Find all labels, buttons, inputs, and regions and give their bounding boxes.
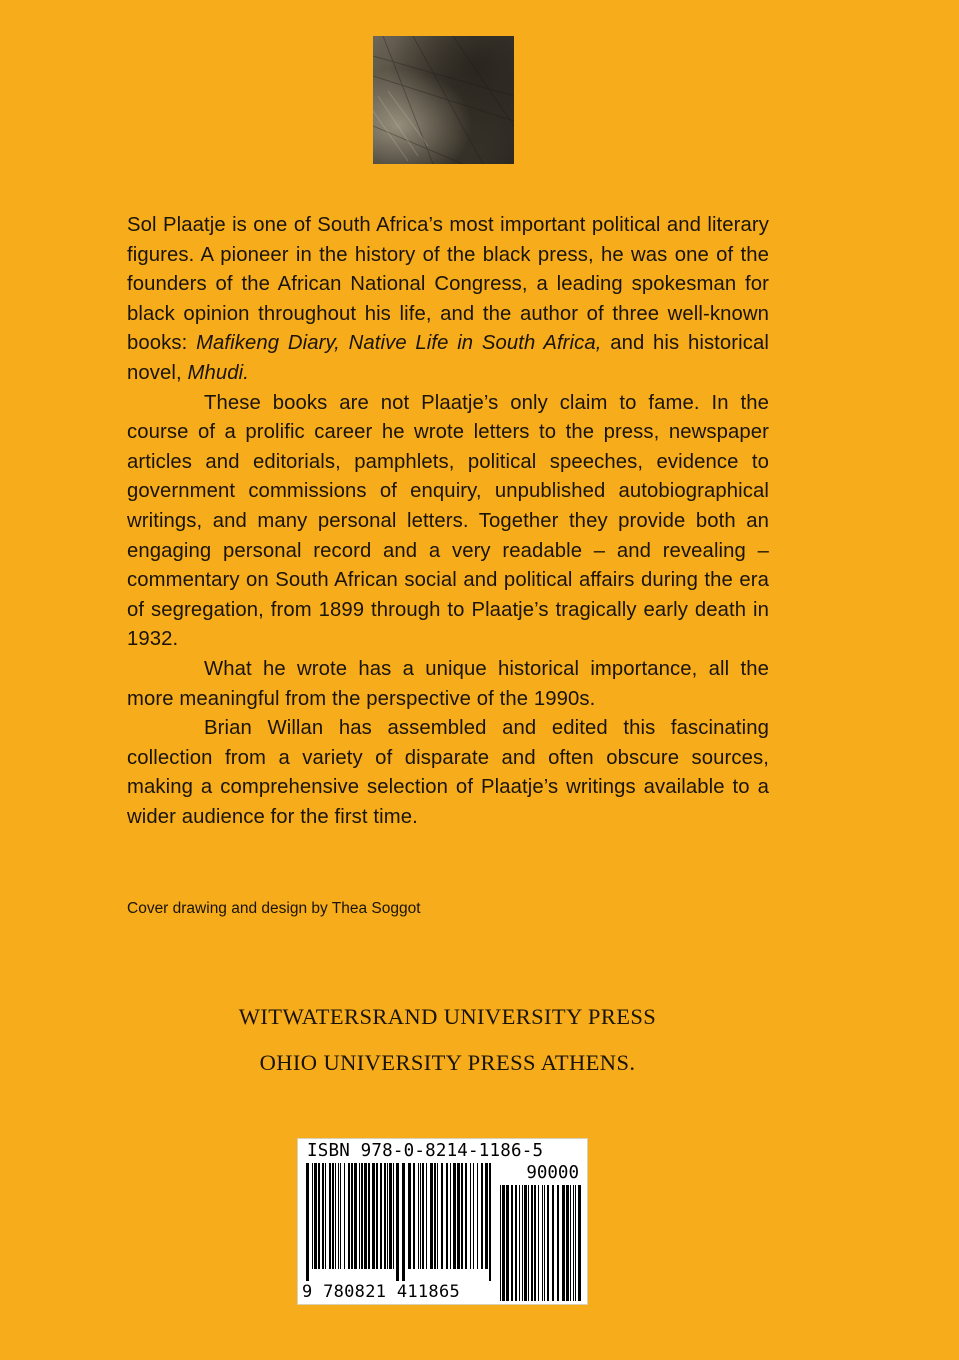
barcode-bar [422, 1163, 424, 1269]
barcode-bar [420, 1163, 421, 1269]
barcode-bar [481, 1163, 483, 1269]
barcode-bar [359, 1163, 360, 1269]
barcode-bar [531, 1185, 533, 1301]
barcode-bar [344, 1163, 345, 1269]
barcode-bar [322, 1163, 324, 1269]
barcode-bar [437, 1163, 438, 1269]
barcode-bar [519, 1185, 520, 1301]
publisher-block [0, 994, 895, 1086]
barcode-bar [511, 1185, 513, 1301]
barcode-bar [534, 1185, 536, 1301]
barcode-bar [547, 1185, 549, 1301]
addon-bars [498, 1185, 582, 1301]
barcode-bar [387, 1163, 388, 1269]
barcode-bar [522, 1185, 523, 1301]
barcode-bar [368, 1163, 370, 1269]
barcode-bar [384, 1163, 386, 1269]
barcode-bar [361, 1163, 363, 1269]
barcode-bar [485, 1163, 488, 1269]
barcode-bar [408, 1163, 411, 1269]
barcode-bar [312, 1163, 313, 1269]
cover-credit: Cover drawing and design by Thea Soggot [127, 900, 421, 917]
barcode-bar [450, 1163, 451, 1269]
ean-bars [304, 1163, 494, 1281]
barcode-bar [515, 1185, 517, 1301]
barcode-bar [318, 1163, 320, 1269]
blurb-p1-text-a: Sol Plaatje is one of South Africa’s most important political and literary figures. A pioneer in the history of the black press, he was one of the founders of the African National Congress, a leading spokesman for black opinion throughout his life, and the author of three well-known books: [127, 214, 769, 355]
barcode-bar [314, 1163, 317, 1269]
blurb-text [127, 211, 769, 832]
barcode-bar [528, 1185, 529, 1301]
barcode-bar [570, 1185, 571, 1301]
isbn-label: ISBN 978-0-8214-1186-5 [307, 1141, 544, 1161]
barcode-bar [338, 1163, 339, 1269]
barcode-bar [426, 1163, 427, 1269]
barcode-bar [441, 1163, 443, 1269]
price-code: 90000 [526, 1163, 579, 1183]
barcode-bar [457, 1163, 460, 1269]
barcode-bar [389, 1163, 392, 1269]
barcode-bar [470, 1163, 471, 1269]
barcode-bar [502, 1185, 505, 1301]
barcode-bar [453, 1163, 456, 1269]
barcode-bar [465, 1163, 467, 1269]
book-title-mafikeng-native-life: Mafikeng Diary, Native Life in South Africa, [196, 332, 602, 355]
barcode-bar [446, 1163, 448, 1269]
barcode-bar [364, 1163, 367, 1269]
barcode-bar [538, 1185, 539, 1301]
barcode-bar [575, 1185, 576, 1301]
barcode-bar [329, 1163, 331, 1269]
barcode-bar [430, 1163, 433, 1269]
barcode-bar [418, 1163, 419, 1269]
barcode-bar [340, 1163, 341, 1269]
barcode-bar [506, 1185, 509, 1301]
barcode-bar [372, 1163, 375, 1269]
barcode-bar [524, 1185, 527, 1301]
barcode-bar [461, 1163, 463, 1269]
blurb-p1-text-b: and his historical novel, [127, 332, 769, 384]
blurb-paragraph-2: These books are not Plaatje’s only claim to fame. In the course of a prolific career he wrote letters to the press, newspaper articles and editorials, pamphlets, political speeches, evidence to government commissions of enquiry, unpublished autobiographical writings, and many personal letters. Together they provide both an engaging personal record and a very readable – and revealing – commentary on South African social and political affairs during the era of segregation, from 1899 through to Plaatje’s tragically early death in 1932. [127, 391, 769, 651]
barcode-bar [413, 1163, 415, 1269]
barcode-bar [566, 1185, 569, 1301]
barcode-bar [393, 1163, 394, 1269]
barcode-bar [544, 1185, 545, 1301]
barcode-bar [557, 1185, 559, 1301]
blurb-paragraph-1 [127, 211, 769, 389]
barcode-bar [552, 1185, 554, 1301]
ean-digits: 9 780821 411865 [302, 1282, 461, 1302]
barcode-bar [500, 1185, 501, 1301]
barcode-bar [573, 1185, 574, 1301]
barcode-bar [396, 1163, 399, 1281]
isbn-barcode [297, 1138, 588, 1305]
blurb-paragraph-3: What he wrote has a unique historical importance, all the more meaningful from the perspective of the 1990s. [127, 657, 769, 710]
barcode-bar [578, 1185, 581, 1301]
barcode-bar [376, 1163, 378, 1269]
barcode-bar [562, 1185, 565, 1301]
barcode-bar [354, 1163, 357, 1269]
barcode-bar [402, 1163, 405, 1281]
barcode-bar [434, 1163, 436, 1269]
barcode-bar [542, 1185, 543, 1301]
barcode-bar [473, 1163, 474, 1269]
book-title-mhudi: Mhudi. [187, 361, 249, 384]
publisher-line-1: WITWATERSRAND UNIVERSITY PRESS [238, 1004, 657, 1029]
barcode-bar [332, 1163, 334, 1269]
barcode-bar [489, 1163, 491, 1281]
barcode-bar [325, 1163, 326, 1269]
barcode-bar [306, 1163, 309, 1281]
publisher-line-2: OHIO UNIVERSITY PRESS ATHENS. [259, 1050, 636, 1075]
barcode-bar [477, 1163, 478, 1269]
barcode-bar [351, 1163, 353, 1269]
barcode-bar [335, 1163, 336, 1269]
cover-drawing-image [373, 36, 514, 164]
barcode-bar [348, 1163, 350, 1269]
barcode-bar [380, 1163, 382, 1269]
blurb-paragraph-4: Brian Willan has assembled and edited this fascinating collection from a variety of disparate and often obscure sources, making a comprehensive selection of Plaatje’s writings available to a wider audience for the first time. [127, 717, 769, 828]
